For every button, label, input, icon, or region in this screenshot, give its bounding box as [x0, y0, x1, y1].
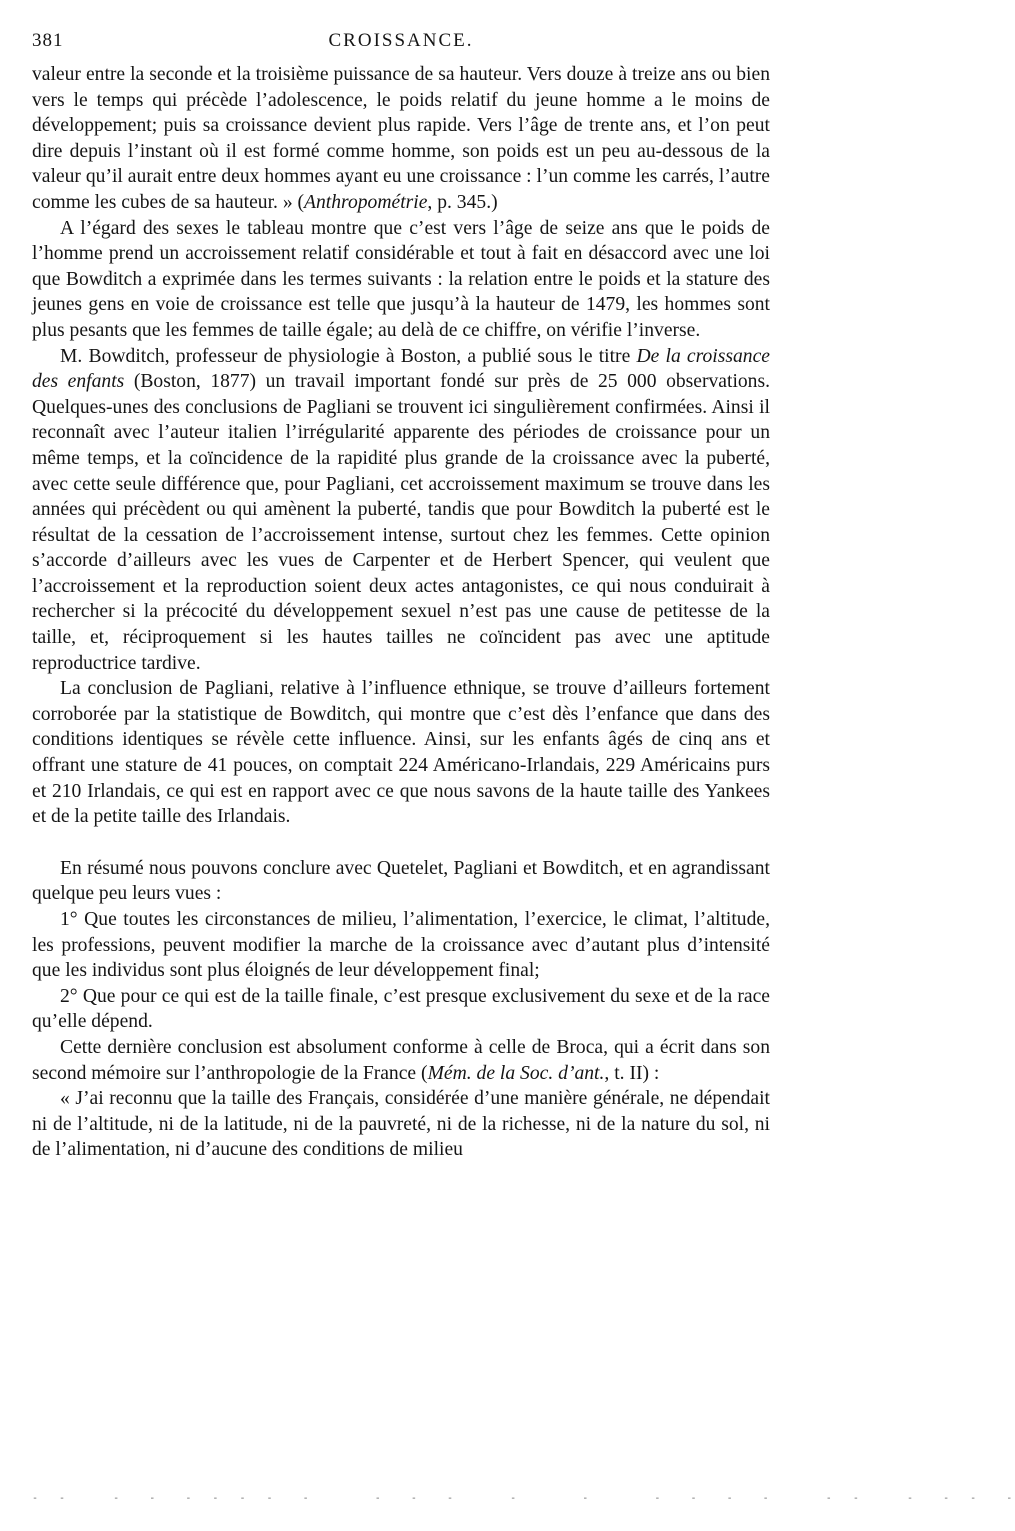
- paragraph: A l’égard des sexes le tableau montre que c’est vers l’âge de seize ans que le poids de l’homme prend un accroissement relatif considérable et tout à fait en désaccord avec une loi que Bowditch a exprimée dans les termes suivants : la relation entre le poids et la stature des jeunes gens en voie de croissance est telle que jusqu’à la hauteur de 1479, les hommes sont plus pesants que les femmes de taille égale; au delà de ce chiffre, on vérifie l’inverse.: [32, 217, 770, 341]
- list-item: 2° Que pour ce qui est de la taille finale, c’est presque exclusivement du sexe et de la race qu’elle dépend.: [32, 985, 770, 1033]
- paragraph: La conclusion de Pagliani, relative à l’influence ethnique, se trouve d’ailleurs fortement corroborée par la statistique de Bowditch, qui montre que c’est dès l’enfance que dans des conditions identiques se révèle cette influence. Ainsi, sur les enfants âgés de cinq ans et offrant une stature de 41 pouces, on comptait 224 Américano-Irlandais, 229 Américains purs et 210 Irlandais, ce qui est en rapport avec ce que nous savons de la haute taille des Yankees et de la petite taille des Irlandais.: [32, 678, 770, 828]
- work-title: De la croissance des enfants: [32, 345, 770, 393]
- page-header: [32, 30, 770, 60]
- paragraph: M. Bowditch, professeur de physiologie à Boston, a publié sous le titre De la croissance des enfants (Boston, 1877) un travail important fondé sur près de 25 000 observations. Quelques-unes des conclusions de Pagliani se trouvent ici singulièrement confirmées. Ainsi il reconnaît avec l’auteur italien l’irrégularité apparente des périodes de croissance pour un même temps, et la coïncidence de la rapidité plus grande de la croissance avec la puberté, avec cette seule différence que, pour Pagliani, cet accroissement maximum se trouve dans les années qui précèdent ou qui amènent la puberté, tandis que pour Bowditch la puberté est le résultat de la cessation de l’accroissement intense, surtout chez les femmes. Cette opinion s’accorde d’ailleurs avec les vues de Carpenter et de Herbert Spencer, qui veulent que l’accroissement et la reproduction soient deux actes antagonistes, ce qui nous conduirait à rechercher si la précocité du développement sexuel n’est pas une cause de petitesse de la taille, et, réciproquement si les hautes tailles ne coïncident pas avec une aptitude reproductrice tardive.: [32, 345, 771, 674]
- citation-title: Anthropométrie: [304, 191, 428, 213]
- list-item: 1° Que toutes les circonstances de milieu, l’alimentation, l’exercice, le climat, l’altitude, les professions, peuvent modifier la marche de la croissance avec d’autant plus d’intensité que les individus sont plus éloignés de leur développement final;: [32, 909, 770, 982]
- paragraph: valeur entre la seconde et la troisième puissance de sa hauteur. Vers douze à treize ans ou bien vers le temps qui précède l’adolescence, le poids relatif du jeune homme a le moins de développement; puis sa croissance devient plus rapide. Vers l’âge de trente ans, et l’on peut dire depuis l’instant où il est formé comme homme, son poids est un peu au-dessous de la valeur qu’il aurait entre deux hommes ayant eu une croissance : l’un comme les carrés, l’autre comme les cubes de sa hauteur. » (Anthropométrie, p. 345.): [32, 64, 770, 213]
- page-number: 381: [32, 30, 64, 51]
- footer-dots: - - - - - - - - - - - - - - - - - - - - - - - -: [32, 1493, 1015, 1504]
- running-title: CROISSANCE.: [328, 30, 474, 51]
- paragraph: Cette dernière conclusion est absolument conforme à celle de Broca, qui a écrit dans son second mémoire sur l’anthropologie de la France (Mém. de la Soc. d’ant., t. II) :: [32, 1036, 770, 1084]
- paragraph: En résumé nous pouvons conclure avec Quetelet, Pagliani et Bowditch, et en agrandissant quelque peu leurs vues :: [32, 857, 770, 905]
- journal-title: Mém. de la Soc. d’ant.: [427, 1062, 605, 1084]
- book-page: [32, 30, 770, 1163]
- quotation: « J’ai reconnu que la taille des Français, considérée d’une manière générale, ne dépendait ni de l’altitude, ni de la latitude, ni de la pauvreté, ni de la richesse, ni de la nature du sol, ni de l’alimentation, ni d’aucune des conditions de milieu: [32, 1088, 770, 1161]
- body-text: [32, 62, 770, 1163]
